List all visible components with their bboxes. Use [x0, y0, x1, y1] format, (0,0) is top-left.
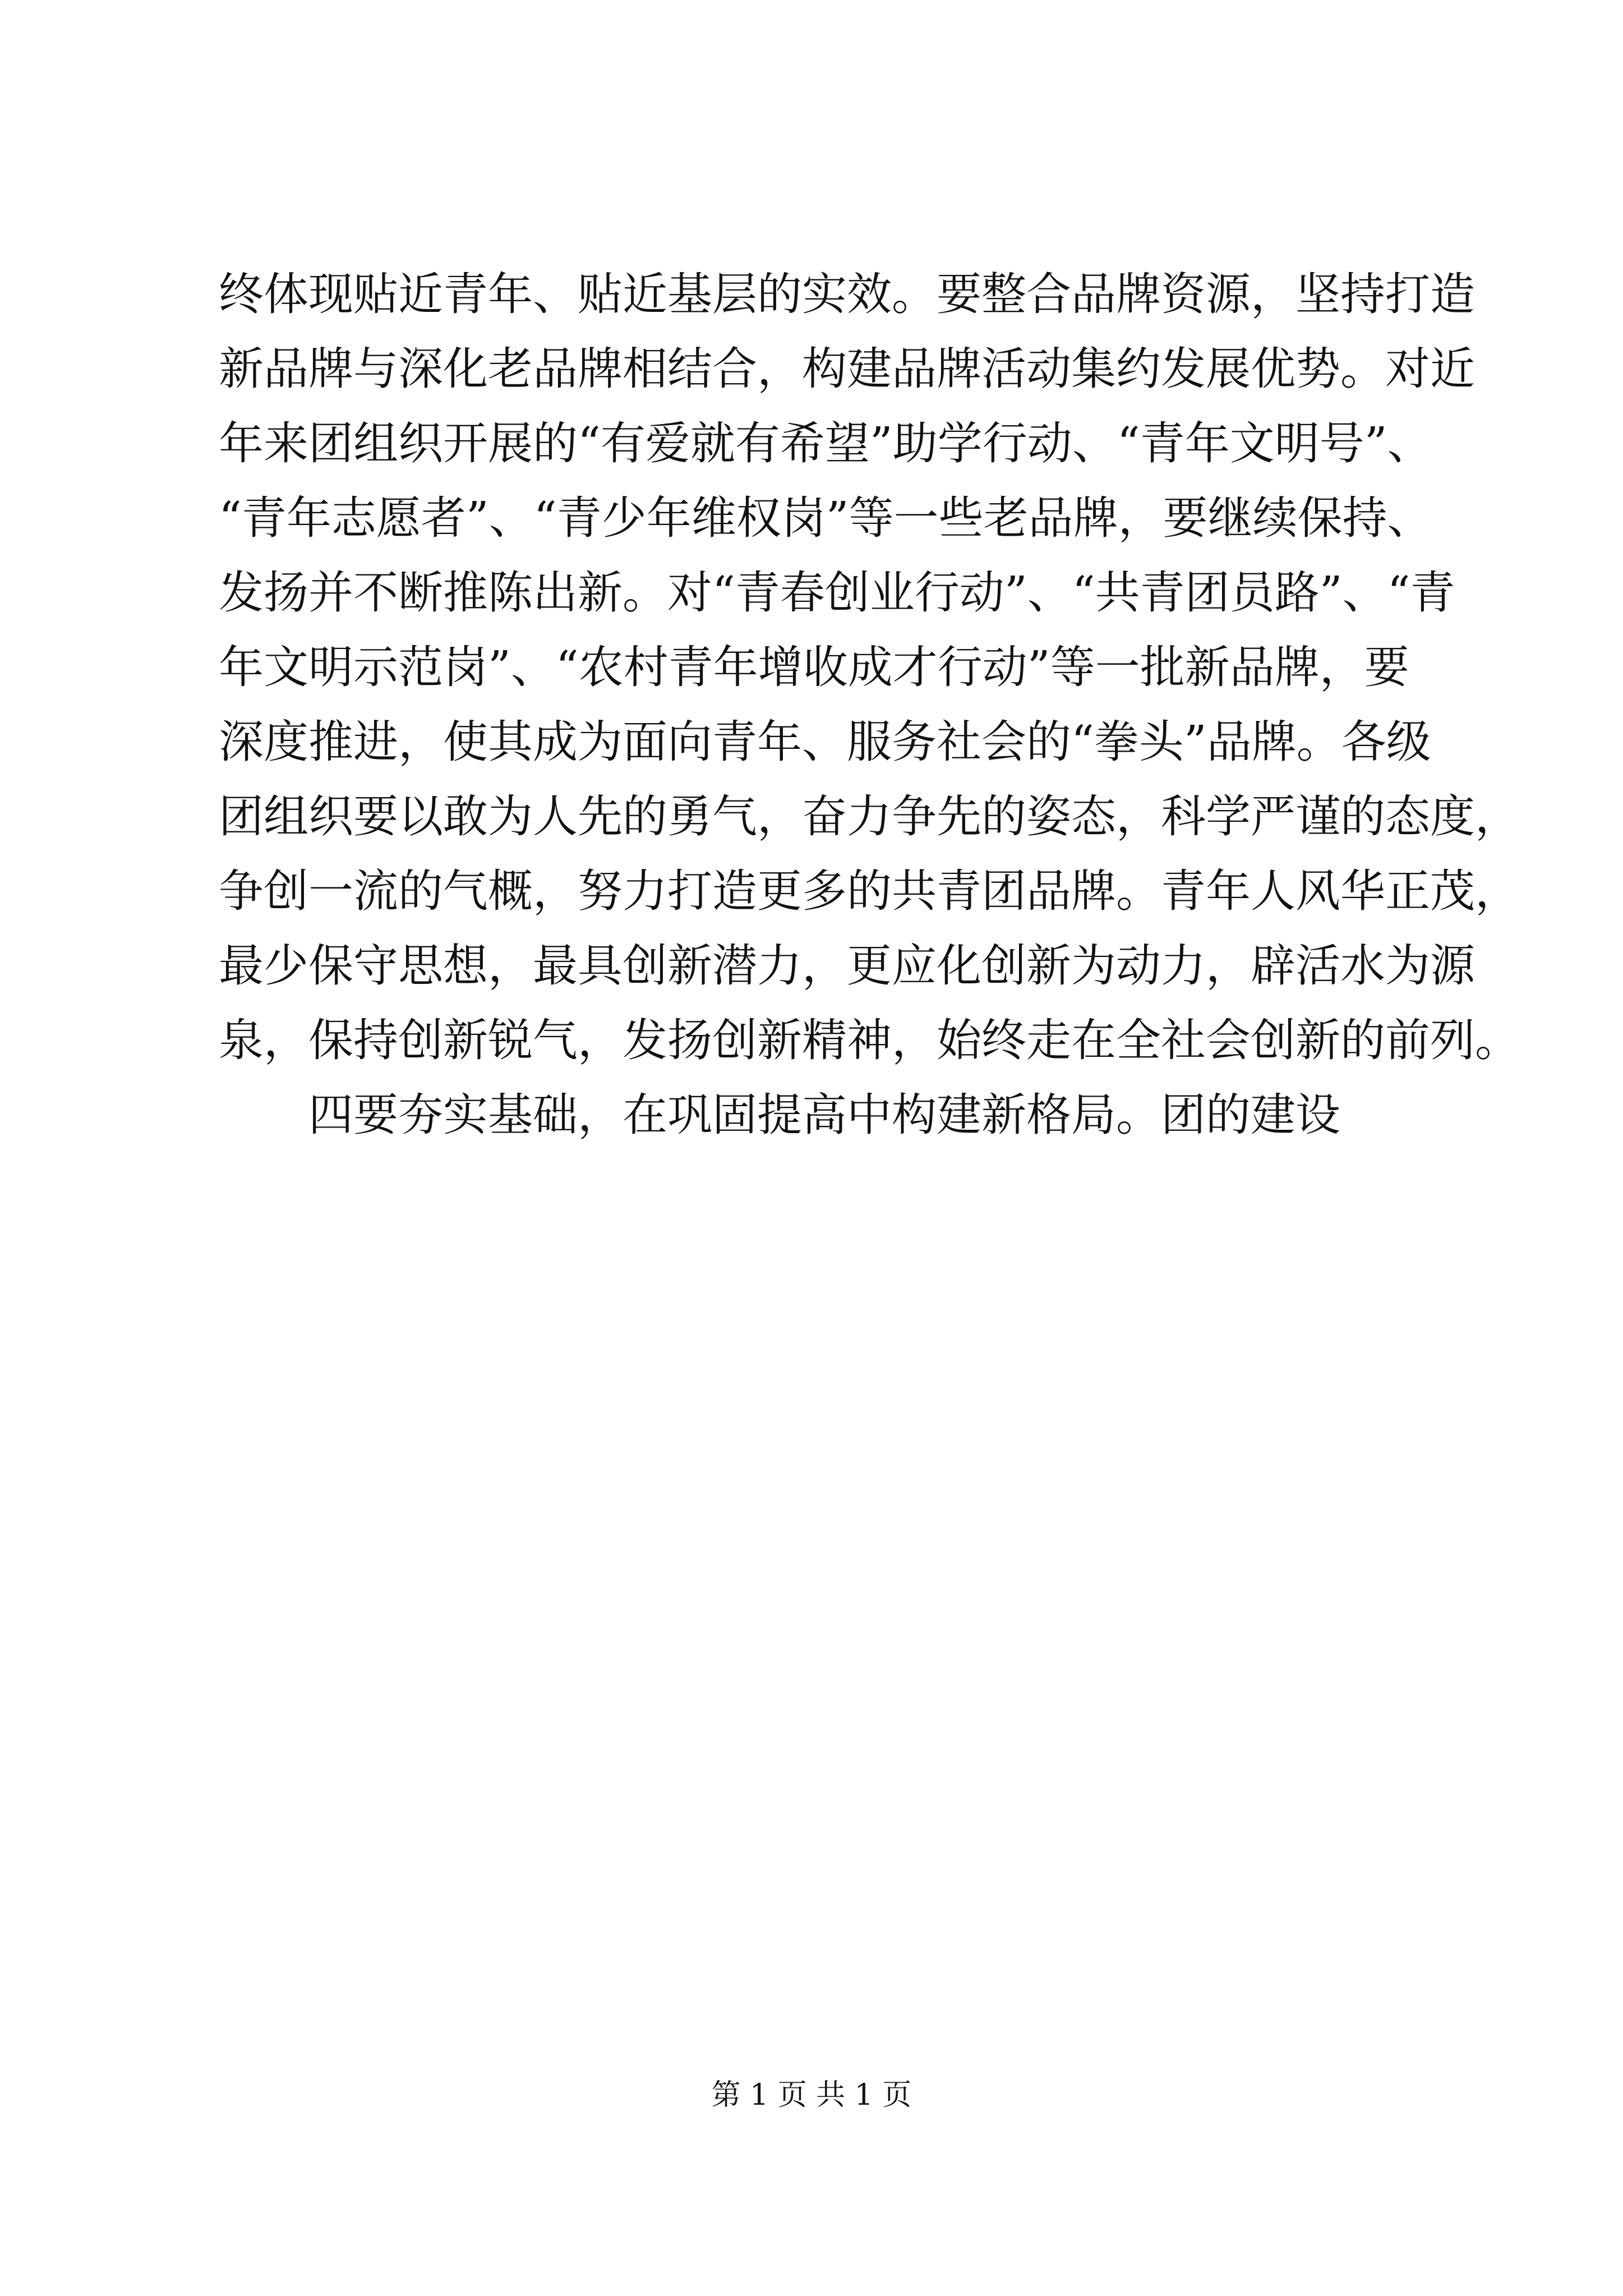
text-line: 泉，保持创新锐气，发扬创新精神，始终走在全社会创新的前列。	[219, 1014, 1520, 1066]
text-line: “青年志愿者”、“青少年维权岗”等一些老品牌，要继续保持、	[219, 492, 1432, 544]
text-line: 团组织要以敢为人先的勇气，奋力争先的姿态，科学严谨的态度，	[219, 790, 1520, 843]
text-line: 年文明示范岗”、“农村青年增收成才行动”等一批新品牌，要	[219, 641, 1409, 693]
text-line: 发扬并不断推陈出新。对“青春创业行动”、“共青团员路”、“青	[219, 567, 1455, 619]
document-body	[219, 257, 1520, 1152]
text-line: 终体现贴近青年、贴近基层的实效。要整合品牌资源，坚持打造	[219, 268, 1475, 320]
page-footer: 第 1 页 共 1 页	[711, 2078, 912, 2112]
text-line: 争创一流的气概，努力打造更多的共青团品牌。青年人风华正茂，	[219, 865, 1520, 917]
paragraph-start-line: 四要夯实基础，在巩固提高中构建新格局。团的建设	[308, 1089, 1340, 1141]
text-line: 深度推进，使其成为面向青年、服务社会的“拳头”品牌。各级	[219, 716, 1431, 768]
text-line: 年来团组织开展的“有爱就有希望”助学行动、“青年文明号”、	[219, 417, 1432, 470]
text-line: 最少保守思想，最具创新潜力，更应化创新为动力，辟活水为源	[219, 940, 1475, 992]
text-line: 新品牌与深化老品牌相结合，构建品牌活动集约发展优势。对近	[219, 343, 1475, 395]
